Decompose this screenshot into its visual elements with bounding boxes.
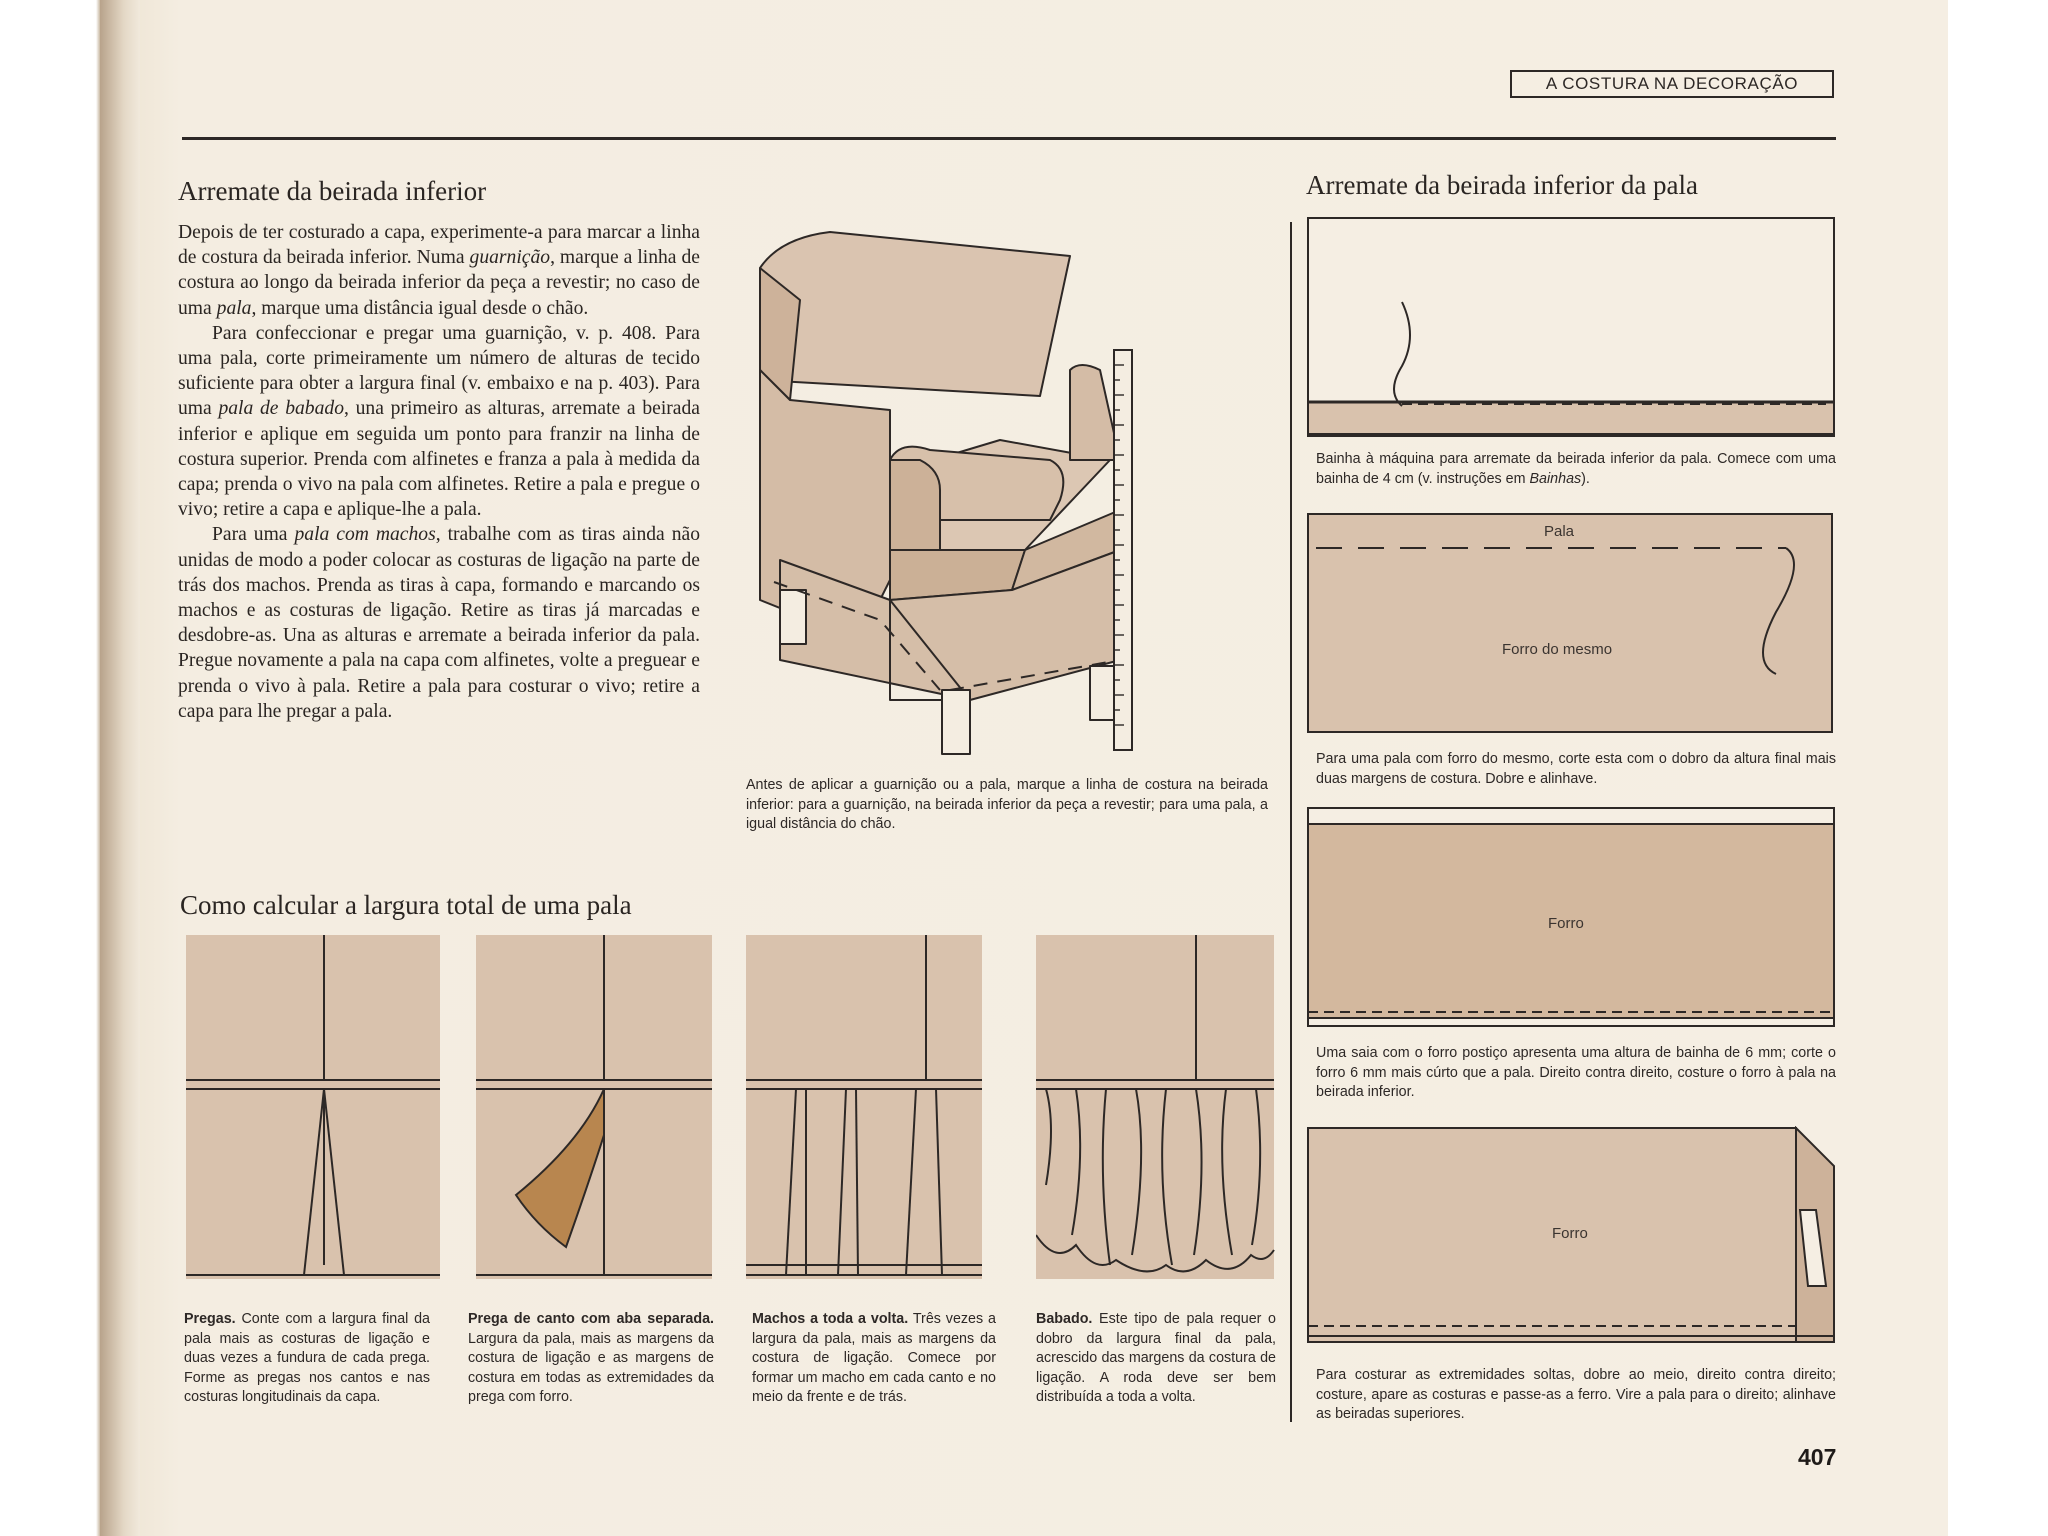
right-section-divider	[1290, 222, 1292, 1422]
caption-prega-canto-label: Prega de canto com aba separada.	[468, 1311, 714, 1327]
section-header-label: A COSTURA NA DECORAÇÃO	[1545, 74, 1799, 93]
machos-illustration	[746, 935, 984, 1283]
paragraph-1	[178, 220, 700, 321]
header-rule	[182, 137, 1836, 140]
p2-text-a: Para confeccionar e pregar uma guarnição, v. p. 408. Para uma pala, corte primeiramente um número de alturas de tecido suficiente para obter a largura final (v. embaixo e na p. 403). Para uma	[178, 322, 700, 420]
caption-babado	[1036, 1310, 1276, 1408]
hem-caption-1	[1316, 450, 1836, 489]
hem-figure-4	[1306, 1126, 1836, 1348]
p1-text-a: Depois de ter costurado a capa, experimente-a para marcar a linha de costura da beirada inferior. Numa	[178, 222, 700, 269]
prega-canto-illustration	[476, 935, 714, 1283]
section-header-box	[1510, 70, 1834, 98]
p2-emphasis: pala de babado	[218, 398, 344, 420]
page-number: 407	[1798, 1444, 1837, 1470]
caption-machos-text: Três vezes a largura da pala, mais as margens da costura de ligação. Comece por formar um macho em cada canto e no meio da frente e de trás.	[752, 1311, 997, 1406]
cap1-text-a: Bainha à máquina para arremate da beirada inferior da pala. Comece com uma bainha de 4 cm (v. instruções em	[1316, 451, 1836, 487]
hem-caption-3: Uma saia com o forro postiço apresenta uma altura de bainha de 6 mm; corte o forro 6 mm mais cúrto que a pala. Direito contra direito, costure o forro à pala na beirada inferior.	[1316, 1045, 1836, 1101]
babado-illustration	[1036, 935, 1276, 1283]
p1-text-b: , marque a linha de costura ao longo da beirada inferior da peça a revestir; no caso de uma	[178, 247, 700, 319]
hem-figure-2	[1306, 512, 1836, 734]
caption-prega-canto-text: Largura da pala, mais as margens da costura de ligação e as margens de costura em todas as extremidades da prega com forro.	[468, 1330, 714, 1406]
caption-machos-label: Machos a toda a volta.	[752, 1311, 909, 1327]
caption-prega-canto	[468, 1310, 714, 1408]
p2-text-b: , una primeiro as alturas, arremate a beirada inferior e aplique em seguida um ponto para franzir na linha de costura superior. Prenda com alfinetes e franza a pala à medida da capa; prenda o vivo na pala com alfinetes. Retire a pala e pregue o vivo; retire a capa e aplique-lhe a pala.	[178, 398, 700, 521]
armchair-caption: Antes de aplicar a guarnição ou a pala, marque a linha de costura na beirada inferior: para a guarnição, na beirada inferior da peça a revestir; para uma pala, a igual distância do chão.	[746, 777, 1268, 833]
page-gutter-shadow	[100, 0, 140, 1536]
p3-text-a: Para uma	[212, 524, 295, 546]
cap1-text-b: ).	[1581, 470, 1590, 487]
armchair-illustration	[740, 220, 1280, 780]
caption-machos	[752, 1310, 996, 1408]
bottom-section-title: Como calcular a largura total de uma pala	[180, 890, 632, 920]
caption-babado-text: Este tipo de pala requer o dobro da largura final da pala, acrescido das margens da costura de ligação. A roda deve ser bem distribuída a toda a volta.	[1036, 1311, 1276, 1406]
left-section-title: Arremate da beirada inferior	[178, 176, 487, 206]
hem-caption-2: Para uma pala com forro do mesmo, corte esta com o dobro da altura final mais duas margens de costura. Dobre e alinhave.	[1316, 751, 1836, 787]
fig2-label-pala: Pala	[1544, 523, 1575, 540]
left-margin	[0, 0, 100, 1536]
hem-figure-3	[1306, 806, 1836, 1028]
p1-emphasis-1: guarnição	[469, 247, 551, 269]
p3-text-b: , trabalhe com as tiras ainda não unidas de modo a poder colocar as costuras de ligação na parte de trás dos machos. Prenda as tiras à capa, formando e marcando os machos e as costuras de ligação. Retire as tiras já marcadas e desdobre-as. Una as alturas e arremate a beirada inferior da pala. Pregue novamente a pala na capa com alfinetes, volte a preguear e prenda o vivo à pala. Retire a pala para costurar o vivo; retire a capa para lhe pregar a pala.	[178, 524, 700, 722]
ruler-icon	[1114, 350, 1132, 750]
p1-text-c: , marque uma distância igual desde o chão.	[251, 297, 589, 319]
fig4-label-forro: Forro	[1552, 1225, 1588, 1242]
hem-figure-1	[1306, 216, 1836, 438]
right-section-title: Arremate da beirada inferior da pala	[1306, 170, 1699, 200]
caption-pregas-label: Pregas.	[184, 1311, 236, 1327]
cap1-emphasis: Bainhas	[1529, 470, 1582, 487]
pregas-illustration	[184, 935, 444, 1283]
p1-emphasis-2: pala	[216, 297, 252, 319]
caption-babado-label: Babado.	[1036, 1311, 1093, 1327]
fig2-label-forro: Forro do mesmo	[1502, 641, 1613, 658]
caption-pregas	[184, 1310, 430, 1408]
hem-caption-4: Para costurar as extremidades soltas, dobre ao meio, direito contra direito; costure, apare as costuras e passe-as a ferro. Vire a pala para o direito; alinhave as beiradas superiores.	[1316, 1367, 1836, 1423]
p3-emphasis: pala com machos	[294, 524, 436, 546]
paragraph-3	[178, 522, 700, 724]
paragraph-2	[178, 321, 700, 523]
fig3-label-forro: Forro	[1548, 915, 1584, 932]
left-section-body	[178, 220, 700, 724]
caption-pregas-text: Conte com a largura final da pala mais as costuras de ligação e duas vezes a fundura de cada prega. Forme as pregas nos cantos e nas costuras longitudinais da capa.	[184, 1311, 430, 1406]
right-margin	[1948, 0, 2048, 1536]
